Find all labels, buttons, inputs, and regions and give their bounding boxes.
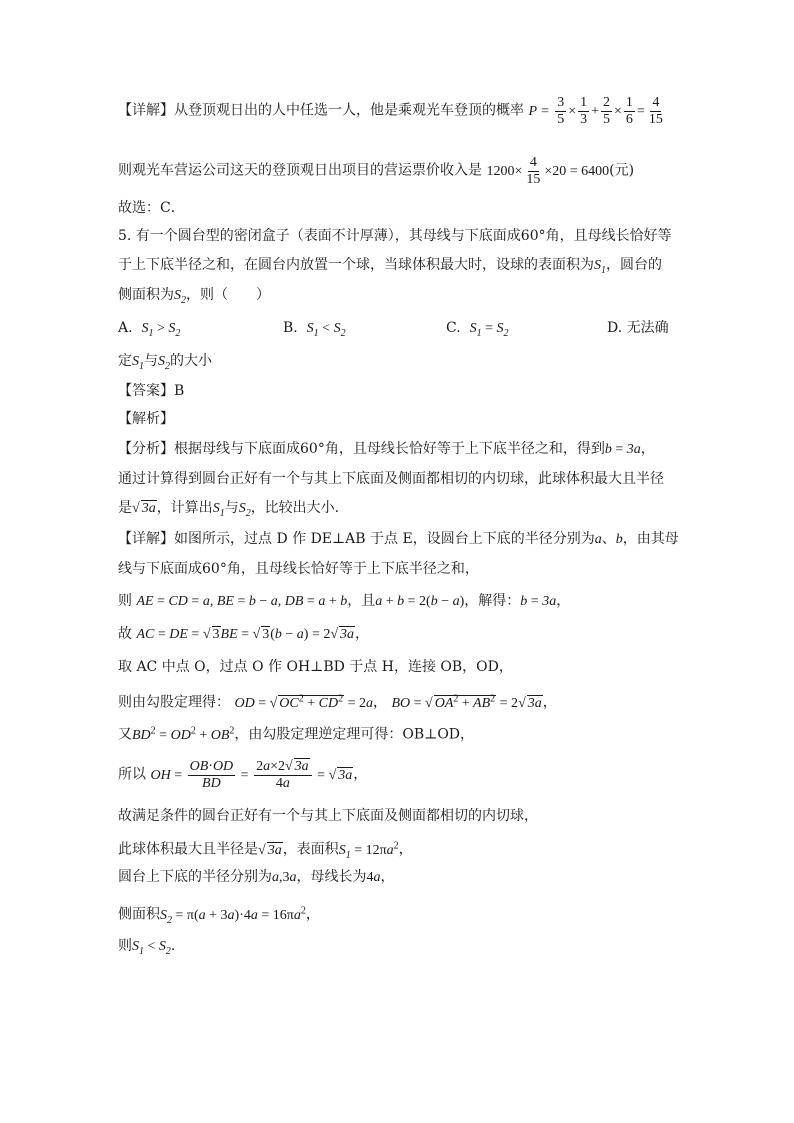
- option-c: C. $S_1 = S_2$: [446, 320, 509, 339]
- choose-c-line: 故选：C．: [118, 200, 185, 216]
- fenxi-text: 【分析】根据母线与下底面成60°角，且母线长恰好等于上下底半径之和，得到: [118, 441, 605, 457]
- option-b-label: B.: [283, 320, 298, 336]
- analysis-label: 【解析】: [118, 411, 174, 427]
- option-a-label: A.: [118, 320, 133, 336]
- xiangjie-text: 又: [118, 726, 132, 743]
- xiangjie-text: 此球体积最大且半径是: [118, 841, 258, 858]
- s1-symbol: $S_1$: [594, 258, 606, 276]
- xiangjie-line5: 取 AC 中点 O，过点 O 作 OH⊥BD 于点 H，连接 OB，OD，: [118, 659, 513, 675]
- option-d: D. 无法确: [607, 320, 669, 336]
- fenxi-text: ，: [640, 441, 655, 457]
- q5-text: 于上下底半径之和，在圆台内放置一个球，当球体积最大时，设球的表面积为: [118, 257, 594, 273]
- xiangjie-text: ，: [353, 766, 368, 783]
- q5-text: ，则（ ）: [186, 287, 270, 303]
- xiangjie-text: ，: [373, 694, 387, 711]
- xiangjie-text: 则由勾股定理得：: [118, 694, 230, 711]
- xiangjie-line10: 此球体积最大且半径是√ 3a，表面积$S_1 = 12\pi a^2$，: [118, 840, 413, 861]
- s2-symbol: $S_2$: [174, 288, 186, 306]
- xiangjie-line11: 圆台上下底的半径分别为a,3a，母线长为4a，: [118, 869, 395, 885]
- answer-label: 【答案】B: [118, 383, 185, 399]
- fenxi-line3: 是√ 3a，计算出$S_1$与$S_2$，比较出大小.: [118, 500, 340, 519]
- q5-text: ，圆台的: [606, 257, 662, 273]
- fenxi-text: ，计算出: [156, 500, 213, 516]
- fenxi-line2: 通过计算得到圆台正好有一个与其上下底面及侧面都相切的内切球，此球体积最大且半径: [118, 471, 664, 487]
- xiangjie-text: ，且: [347, 593, 376, 609]
- fenxi-text: 是: [118, 500, 132, 516]
- xiangjie-line12: 侧面积$S_2 = \pi(a + 3a)\cdot 4a = 16\pi a^2$，: [118, 905, 320, 926]
- fenxi-text: ，比较出大小.: [250, 500, 340, 516]
- xiangjie-text: 故: [118, 626, 132, 642]
- xiangjie-line1: 【详解】如图所示，过点 D 作 DE⊥AB 于点 E，设圆台上下底的半径分别为a、b，由其母: [118, 531, 679, 547]
- xiangjie-text: ，母线长为: [296, 869, 367, 885]
- option-d-continued: 定$S_1$与$S_2$的大小: [118, 353, 212, 372]
- q5-text: 与: [144, 353, 158, 369]
- option-b: B. $S_1 < S_2$: [283, 320, 346, 339]
- revenue-text: 则观光车营运公司这天的登顶观日出项目的营运票价收入是: [118, 162, 482, 179]
- xiangjie-text: ，: [305, 906, 320, 923]
- xiangjie-text: ，: [556, 593, 571, 609]
- xiangjie-text: ，: [380, 869, 395, 885]
- xiangjie-text: ，由其母: [622, 531, 679, 547]
- xiangjie-text: 所以: [118, 766, 146, 783]
- xiangjie-text: .: [170, 938, 176, 954]
- xiangjie-line8: 所以 OH = $\frac{OB\cdot OD}{BD}$ = $\frac{2a\times 2√ 3a}{4a}$ = √ 3a，: [118, 759, 368, 791]
- xiangjie-text: 则: [118, 593, 132, 609]
- detail-label: 【详解】从登顶观日出的人中任选一人，他是乘观光车登顶的概率: [118, 102, 524, 119]
- xiangjie-line13: 则$S_1 < S_2$.: [118, 938, 176, 957]
- detail-probability-line: [118, 96, 667, 127]
- unit-yuan: (元): [609, 162, 635, 179]
- xiangjie-line4: 故 AC = DE = √ 3BE = √ 3(b − a) = 2√ 3a，: [118, 626, 370, 642]
- xiangjie-line9: 故满足条件的圆台正好有一个与其上下底面及侧面都相切的内切球，: [118, 808, 538, 824]
- xiangjie-text: ，: [542, 694, 557, 711]
- xiangjie-text: ，解得：: [464, 593, 521, 609]
- xiangjie-text: 【详解】如图所示，过点 D 作 DE⊥AB 于点 E，设圆台上下底的半径分别为: [118, 531, 595, 547]
- probability-formula: P = $\frac{3}{5}$ × $\frac{1}{3}$ + $\frac{2}{5}$ × $\frac{1}{6}$ = $\frac{4}{15}$: [528, 95, 663, 127]
- xiangjie-text: 则: [118, 938, 132, 954]
- q5-text: 的大小: [170, 353, 212, 369]
- xiangjie-line7: 又$BD^2 = OD^2 + OB^2$，由勾股定理逆定理可得：OB⊥OD，: [118, 725, 475, 743]
- fenxi-text: 与: [224, 500, 239, 516]
- option-c-label: C.: [446, 320, 461, 336]
- revenue-line: [118, 156, 634, 187]
- question-5-line3: [118, 284, 270, 312]
- xiangjie-text: ，由勾股定理逆定理可得：OB⊥OD，: [234, 726, 475, 743]
- fenxi-line1: 【分析】根据母线与下底面成60°角，且母线长恰好等于上下底半径之和，得到b = 3a，: [118, 441, 655, 457]
- xiangjie-text: 圆台上下底的半径分别为: [118, 869, 272, 885]
- xiangjie-line6: 则由勾股定理得： OD = √ $OC^2 + CD^2 = 2a$， BO = √ $OA^2 + AB^2 = 2√$ 3a，: [118, 693, 557, 711]
- option-a: A. $S_1 > S_2$: [118, 320, 181, 339]
- xiangjie-line3: 则 AE = CD = a, BE = b − a, DB = a + b，且a + b = 2(b − a)，解得：b = 3a，: [118, 593, 571, 609]
- xiangjie-text: ，: [398, 841, 413, 858]
- xiangjie-text: 侧面积: [118, 906, 160, 923]
- xiangjie-text: ，: [355, 626, 370, 642]
- q5-text: 定: [118, 353, 132, 369]
- question-5-line2: [118, 254, 662, 282]
- xiangjie-text: ，表面积: [282, 841, 339, 858]
- q5-text: 侧面积为: [118, 287, 174, 303]
- question-5-line1: 5. 有一个圆台型的密闭盒子（表面不计厚薄），其母线与下底面成60°角，且母线长恰好等: [118, 228, 672, 244]
- revenue-formula: 1200× $\frac{4}{15}$ ×20 = 6400: [486, 155, 610, 187]
- xiangjie-line2: 线与下底面成60°角，且母线长恰好等于上下底半径之和，: [118, 561, 479, 577]
